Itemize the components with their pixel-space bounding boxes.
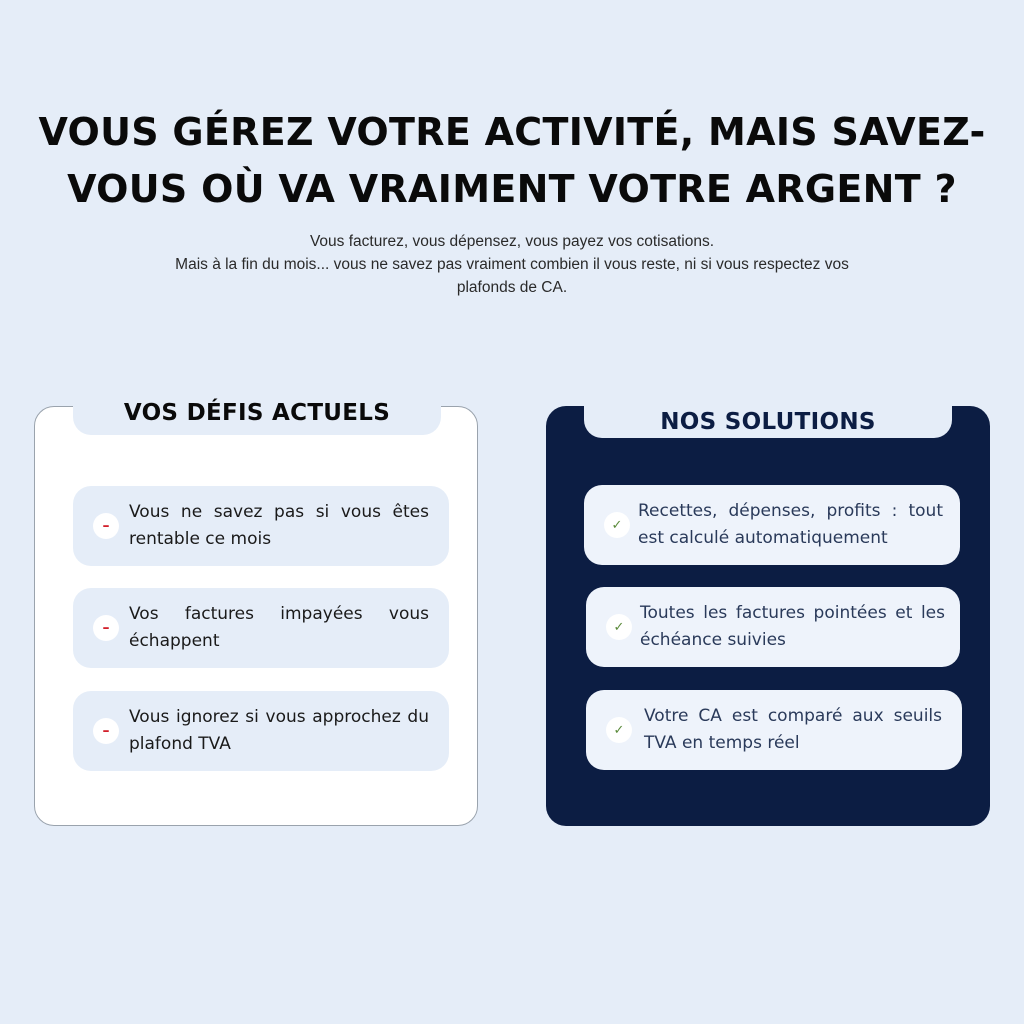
check-icon: ✓ — [606, 717, 632, 743]
minus-icon: – — [93, 615, 119, 641]
solution-item-2 — [586, 587, 960, 667]
page-subtitle-line-3: plafonds de CA. — [456, 279, 568, 296]
solution-item-3 — [586, 690, 962, 770]
solutions-card-title: NOS SOLUTIONS — [584, 405, 952, 438]
minus-icon: – — [93, 513, 119, 539]
check-icon: ✓ — [606, 614, 632, 640]
page-title — [0, 104, 1024, 218]
minus-icon: – — [93, 718, 119, 744]
challenge-item-3 — [73, 691, 449, 771]
page-subtitle-line-2: Mais à la fin du mois... vous ne savez pas vraiment combien il vous reste, ni si vous respectez vos — [175, 256, 849, 273]
challenges-card — [34, 400, 478, 826]
solution-item-2-text: Toutes les factures pointées et les échéance suivies — [640, 603, 945, 650]
page-subtitle-line-1: Vous facturez, vous dépensez, vous payez vos cotisations. — [309, 233, 715, 250]
solution-item-1 — [584, 485, 960, 565]
check-icon: ✓ — [604, 512, 630, 538]
challenge-item-1 — [73, 486, 449, 566]
challenge-item-1-text: Vous ne savez pas si vous êtes rentable ce mois — [129, 502, 429, 549]
challenge-item-3-text: Vous ignorez si vous approchez du plafond TVA — [129, 707, 429, 754]
page-title-line-2: VOUS OÙ VA VRAIMENT VOTRE ARGENT ? — [67, 167, 957, 211]
challenge-item-2 — [73, 588, 449, 668]
challenges-card-title: VOS DÉFIS ACTUELS — [73, 391, 441, 435]
challenge-item-2-text: Vos factures impayées vous échappent — [129, 604, 429, 651]
solution-item-3-text: Votre CA est comparé aux seuils TVA en temps réel — [644, 706, 942, 753]
solution-item-1-text: Recettes, dépenses, profits : tout est calculé automatiquement — [638, 501, 943, 548]
solutions-card — [546, 406, 990, 826]
page-title-line-1: VOUS GÉREZ VOTRE ACTIVITÉ, MAIS SAVEZ- — [38, 110, 986, 154]
page-subtitle — [0, 230, 1024, 299]
